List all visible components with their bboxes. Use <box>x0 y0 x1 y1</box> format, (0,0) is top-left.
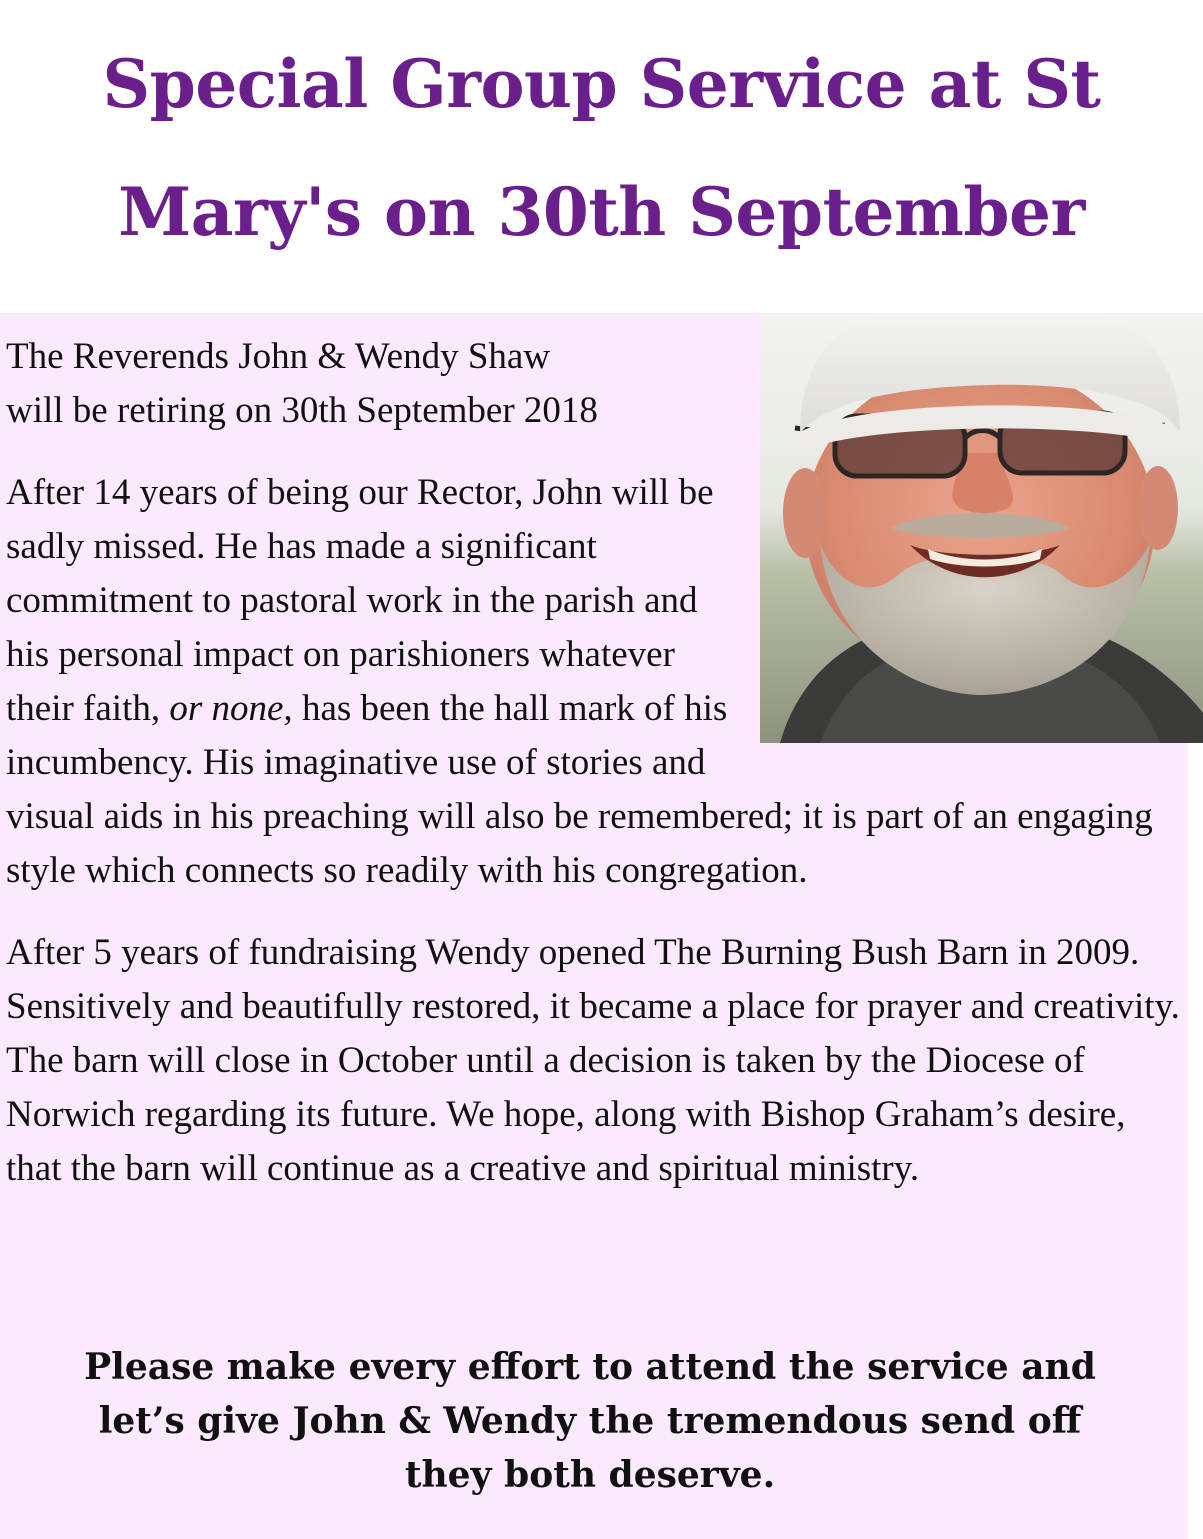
photo-spacer <box>742 330 1186 745</box>
intro-line-1: The Reverends John & Wendy Shaw <box>6 336 551 377</box>
closing-line-1: Please make every effort to attend the service and <box>84 1346 1096 1388</box>
wendy-paragraph: After 5 years of fundraising Wendy opened The Burning Bush Barn in 2009. Sensitively and beautifully restored, it became a place for prayer and creativity. The barn will close in October until a decision is taken by the Diocese of Norwich regarding its future. We hope, along with Bishop Graham’s desire, that the barn will continue as a creative and spiritual ministry. <box>6 932 1180 1189</box>
intro-line-2: will be retiring on 30th September 2018 <box>6 390 598 431</box>
closing-appeal <box>0 1340 1180 1502</box>
closing-line-2: let’s give John & Wendy the tremendous send off <box>98 1400 1082 1442</box>
page-title: Special Group Service at St Mary's on 30th September <box>102 45 1101 251</box>
john-text-end: has been the hall mark of his incumbency. His imaginative use of stories and visual aids in his preaching will also be remembered; it is part of an engaging style which connects so readily with his congregation. <box>6 688 1153 891</box>
john-text-start: After 14 years of being our Rector, John will be sadly missed. He has made a significant commitment to pastoral work in the parish and his personal impact on parishioners whatever their faith, <box>6 472 714 729</box>
article-body <box>6 330 1186 1224</box>
closing-line-3: they both deserve. <box>404 1454 776 1496</box>
john-text-italic: or none, <box>169 688 293 729</box>
